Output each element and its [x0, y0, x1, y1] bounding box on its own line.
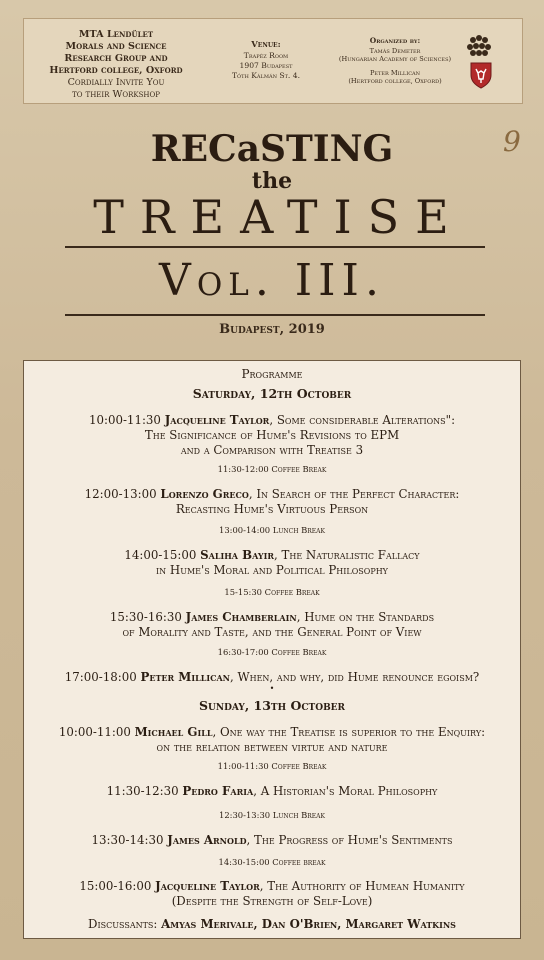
handwritten-mark: 9 — [503, 125, 521, 158]
talk-title: (Despite the Strength of Self-Love) — [171, 894, 373, 908]
venue-line: Trapéz Room — [243, 51, 289, 60]
talk-speaker: Peter Millican — [140, 670, 230, 684]
organizer-name: Peter Millican — [369, 68, 421, 77]
talk-title: The Significance of Hume's Revisions to EPM — [144, 428, 400, 442]
talk-title: and a Comparison with Treatise 3 — [180, 443, 364, 457]
talk-speaker: Saliha Bayir — [200, 548, 274, 562]
talk-title: In Search of the Perfect Character: — [256, 487, 460, 501]
venue-block — [214, 39, 318, 81]
talk-title: One way the Treatise is superior to the Enquiry: — [219, 725, 486, 739]
talk-title: When, and why, did Hume renounce egoism? — [237, 670, 480, 684]
talk-title: in Hume's Moral and Political Philosophy — [156, 563, 388, 577]
talk-item: 10:00-11:00 Michael Gill, One way the Treatise is superior to the Enquiry: on the relation between virtue and nature — [24, 725, 520, 755]
talk-title: The Progress of Hume's Sentiments — [254, 833, 453, 847]
talk-time: 11:30-12:30 — [106, 784, 179, 798]
separator-dot: • — [269, 684, 275, 693]
programme-box — [23, 360, 521, 939]
programme-heading: Programme — [241, 367, 303, 381]
talk-time: 12:00-13:00 — [84, 487, 157, 501]
title-rule — [65, 314, 485, 316]
talk-item: 10:00-11:30 Jacqueline Taylor, Some considerable Alterations": The Significance of Hume's Revisions to EPM and a Comparison with Treatise 3 — [24, 413, 520, 458]
talk-time: 14:00-15:00 — [124, 548, 197, 562]
day-heading: Sunday, 13th October — [198, 698, 346, 713]
break-item: 15-15:30 Coffee Break — [224, 587, 320, 597]
talk-speaker: Jacqueline Taylor — [164, 413, 270, 427]
volume-title: Vol. III. — [159, 255, 385, 306]
talk-speaker: Michael Gill — [134, 725, 213, 739]
venue-line: 1907 Budapest — [239, 61, 293, 70]
talk-time: 15:30-16:30 — [109, 610, 182, 624]
talk-title: The Naturalistic Fallacy — [281, 548, 420, 562]
talk-title: on the relation between virtue and nature — [156, 740, 388, 754]
location-date: Budapest, 2019 — [219, 322, 325, 337]
title-rule — [65, 246, 485, 248]
organizer-affiliation: (Hertford college, Oxford) — [348, 77, 442, 85]
talk-item: 11:30-12:30 Pedro Faria, A Historian's Moral Philosophy — [106, 784, 438, 798]
invitation-block — [30, 29, 202, 101]
organizer-affiliation: (Hungarian Academy of Sciences) — [338, 55, 452, 63]
title-line-2: the — [251, 168, 293, 194]
talk-title: of Morality and Taste, and the General Point of View — [122, 625, 422, 639]
talk-speaker: James Arnold — [167, 833, 247, 847]
invite-line: to their Workshop — [72, 89, 160, 100]
talk-time: 10:00-11:30 — [88, 413, 161, 427]
break-item: 11:30-12:00 Coffee Break — [217, 464, 327, 474]
talk-item: 12:00-13:00 Lorenzo Greco, In Search of the Perfect Character: Recasting Hume's Virtuous Person — [24, 487, 520, 517]
talk-speaker: Jacqueline Taylor — [155, 879, 260, 893]
mta-logo-icon — [464, 34, 494, 64]
talk-time: 17:00-18:00 — [64, 670, 137, 684]
title-line-3: TREATISE — [93, 190, 465, 244]
talk-speaker: James Chamberlain — [185, 610, 297, 624]
invite-line: MTA Lendület — [78, 29, 154, 40]
talk-time: 13:30-14:30 — [91, 833, 164, 847]
organizer-name: Tamás Demeter — [369, 46, 421, 55]
break-item: 13:00-14:00 Lunch Break — [219, 525, 325, 535]
organizers-block — [330, 37, 460, 86]
organized-heading: Organized by: — [369, 36, 421, 45]
talk-time: 10:00-11:00 — [58, 725, 131, 739]
hertford-crest-icon — [469, 61, 493, 89]
venue-line: Tóth Kálmán St. 4. — [231, 71, 300, 80]
talk-title: The Authority of Humean Humanity — [267, 879, 465, 893]
talk-item: 17:00-18:00 Peter Millican, When, and why, did Hume renounce egoism? — [64, 670, 480, 684]
talk-item: 13:30-14:30 James Arnold, The Progress of Hume's Sentiments — [91, 833, 453, 847]
break-item: 16:30-17:00 Coffee Break — [217, 647, 327, 657]
invite-line: Cordially Invite You — [67, 77, 165, 88]
invite-line: Research Group and — [64, 53, 168, 64]
talk-speaker: Pedro Faria — [182, 784, 254, 798]
talk-item: 15:00-16:00 Jacqueline Taylor, The Authority of Humean Humanity (Despite the Strength of Self-Love) — [24, 879, 520, 909]
talk-title: A Historian's Moral Philosophy — [260, 784, 438, 798]
talk-title: Hume on the Standards — [304, 610, 435, 624]
break-item: 14:30-15:00 Coffee break — [218, 857, 326, 867]
day-heading: Saturday, 12th October — [192, 386, 352, 401]
header-box — [23, 18, 523, 104]
venue-heading: Venue: — [251, 39, 281, 49]
break-item: 12:30-13:30 Lunch Break — [219, 810, 325, 820]
talk-speaker: Lorenzo Greco — [160, 487, 249, 501]
talk-item: 15:30-16:30 James Chamberlain, Hume on the Standards of Morality and Taste, and the General Point of View — [24, 610, 520, 640]
discussants-names: Amyas Merivale, Dan O'Brien, Margaret Watkins — [161, 917, 456, 931]
invite-line: Morals and Science — [65, 41, 167, 52]
talk-title: Recasting Hume's Virtuous Person — [175, 502, 369, 516]
title-line-1: RECaSTING — [150, 128, 394, 170]
discussants-label: Discussants: — [88, 917, 158, 931]
invite-line: Hertford college, Oxford — [49, 65, 183, 76]
talk-title: Some considerable Alterations": — [276, 413, 456, 427]
talk-item: 14:00-15:00 Saliha Bayir, The Naturalistic Fallacy in Hume's Moral and Political Philosophy — [24, 548, 520, 578]
talk-time: 15:00-16:00 — [79, 879, 152, 893]
discussants — [24, 917, 520, 932]
break-item: 11:00-11:30 Coffee Break — [217, 761, 327, 771]
